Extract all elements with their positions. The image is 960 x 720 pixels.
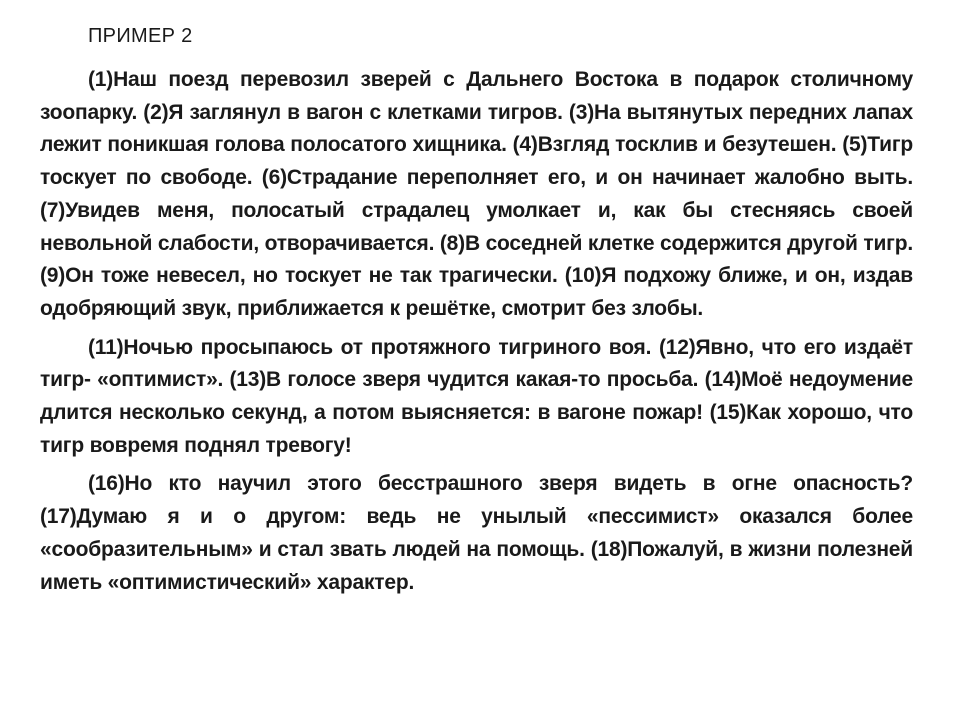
- example-heading: ПРИМЕР 2: [88, 25, 193, 47]
- paragraph-2: (11)Ночью просыпаюсь от протяжного тигриного воя. (12)Явно, что его издаёт тигр- «оптимист». (13)В голосе зверя чудится какая-то просьба. (14)Моё недоумение длится несколько секунд, а потом выясняется: в вагоне пожар! (15)Как хорошо, что тигр вовремя поднял тревогу!: [40, 335, 913, 457]
- slide-content: [40, 22, 913, 605]
- paragraph-3: (16)Но кто научил этого бесстрашного зверя видеть в огне опасность? (17)Думаю я и о другом: ведь не унылый «пессимист» оказался более «сообразительным» и стал звать людей на помощь. (18)Пожалуй, в жизни полезней иметь «оптимистический» характер.: [40, 472, 913, 594]
- paragraph-1: (1)Наш поезд перевозил зверей с Дальнего Востока в подарок столичному зоопарку. (2)Я заглянул в вагон с клетками тигров. (3)На вытянутых передних лапах лежит поникшая голова полосатого хищника. (4)Взгляд тосклив и безутешен. (5)Тигр тоскует по свободе. (6)Страдание переполняет его, и он начинает жалобно выть. (7)Увидев меня, полосатый страдалец умолкает и, как бы стесняясь своей невольной слабости, отворачивается. (8)В соседней клетке содержится другой тигр. (9)Он тоже невесел, но тоскует не так трагически. (10)Я подхожу ближе, и он, издав одобряющий звук, приближается к решётке, смотрит без злобы.: [40, 68, 913, 320]
